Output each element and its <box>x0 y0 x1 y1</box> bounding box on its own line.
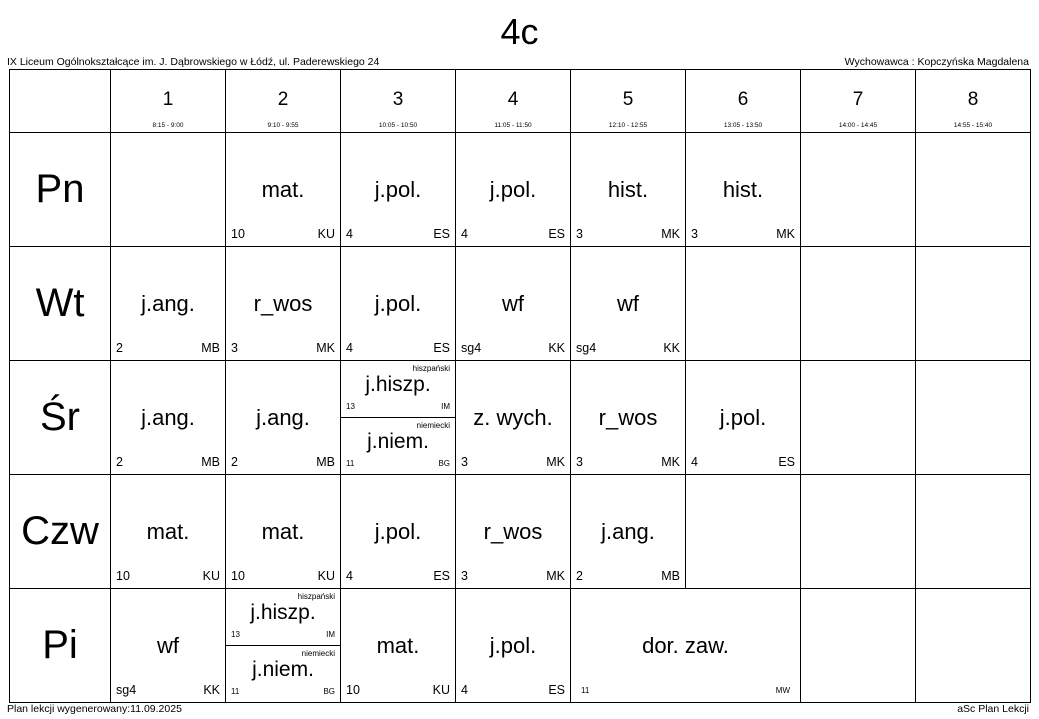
teacher-code: BG <box>438 459 450 468</box>
day-name: Wt <box>35 281 85 325</box>
lesson-cell <box>226 133 341 247</box>
lesson-cell <box>456 475 571 589</box>
lesson-cell <box>456 133 571 247</box>
empty-cell <box>801 133 916 247</box>
period-header <box>456 70 571 133</box>
group-name: niemiecki <box>301 649 335 658</box>
empty-cell <box>801 361 916 475</box>
teacher-code: ES <box>778 455 795 469</box>
room: 2 <box>576 569 583 583</box>
room: 3 <box>691 227 698 241</box>
lesson-cell <box>456 247 571 361</box>
empty-cell <box>801 475 916 589</box>
period-number: 4 <box>507 89 519 110</box>
subject: j.pol. <box>489 177 537 202</box>
period-number: 1 <box>162 89 174 110</box>
lesson-cell <box>226 475 341 589</box>
teacher-code: MB <box>201 455 220 469</box>
room: 3 <box>461 455 468 469</box>
teacher-code: MK <box>661 227 680 241</box>
day-name: Czw <box>21 509 99 553</box>
day-row <box>10 361 1031 475</box>
day-cell <box>10 475 111 589</box>
teacher-code: MK <box>316 341 335 355</box>
day-name: Pn <box>35 167 85 211</box>
room: 11 <box>581 686 590 695</box>
room: 2 <box>116 455 123 469</box>
room: 10 <box>231 227 245 241</box>
room: 13 <box>346 402 355 411</box>
lesson-cell <box>341 133 456 247</box>
period-number: 2 <box>277 89 289 110</box>
lesson-cell <box>226 247 341 361</box>
period-header-row <box>10 70 1031 133</box>
empty-cell <box>916 589 1031 703</box>
subject: j.pol. <box>374 291 422 316</box>
subject: wf <box>617 291 639 316</box>
empty-cell <box>686 475 801 589</box>
lesson-cell <box>341 247 456 361</box>
teacher-code: MB <box>316 455 335 469</box>
subject: mat. <box>376 633 420 658</box>
teacher-code: KK <box>663 341 680 355</box>
teacher-code: ES <box>548 683 565 697</box>
period-number: 8 <box>967 89 979 110</box>
generated-date: Plan lekcji wygenerowany:11.09.2025 <box>7 703 182 715</box>
lesson-cell <box>571 247 686 361</box>
subject: j.niem. <box>252 658 314 681</box>
room: 11 <box>346 459 355 468</box>
room: 2 <box>116 341 123 355</box>
room: 11 <box>231 687 240 696</box>
room: 4 <box>461 227 468 241</box>
lesson-cell <box>111 475 226 589</box>
period-number: 3 <box>392 89 404 110</box>
empty-cell <box>111 133 226 247</box>
period-number: 7 <box>852 89 864 110</box>
room: 4 <box>346 227 353 241</box>
lesson-cell <box>456 361 571 475</box>
room: 4 <box>691 455 698 469</box>
group-lesson <box>341 361 455 418</box>
empty-cell <box>801 589 916 703</box>
teacher-code: KU <box>432 683 450 697</box>
period-header <box>111 70 226 133</box>
split-lesson-cell <box>341 361 456 475</box>
lesson-cell <box>571 589 801 703</box>
subject: wf <box>157 633 179 658</box>
empty-cell <box>916 133 1031 247</box>
corner-cell <box>10 70 111 133</box>
teacher-code: MK <box>546 455 565 469</box>
room: 10 <box>116 569 130 583</box>
room: 3 <box>231 341 238 355</box>
period-time: 12:10 - 12:55 <box>608 122 648 129</box>
subject: j.hiszp. <box>250 601 316 624</box>
lesson-cell <box>226 361 341 475</box>
period-header <box>226 70 341 133</box>
teacher-code: IM <box>326 630 335 639</box>
period-header <box>916 70 1031 133</box>
lesson-cell <box>686 361 801 475</box>
group-name: niemiecki <box>416 421 450 430</box>
group-lesson <box>226 646 340 702</box>
day-name: Pi <box>42 623 78 667</box>
group-lesson <box>226 589 340 646</box>
day-cell <box>10 133 111 247</box>
teacher-code: KU <box>317 227 335 241</box>
room: 3 <box>461 569 468 583</box>
group-name: hiszpański <box>412 364 450 373</box>
subject: r_wos <box>253 291 313 316</box>
period-number: 6 <box>737 89 749 110</box>
period-header <box>801 70 916 133</box>
teacher-code: KU <box>202 569 220 583</box>
teacher-code: KK <box>203 683 220 697</box>
room: sg4 <box>461 341 482 355</box>
subject: j.pol. <box>489 633 537 658</box>
room: 3 <box>576 455 583 469</box>
room: 4 <box>346 341 353 355</box>
subject: mat. <box>261 519 305 544</box>
period-time: 14:00 - 14:45 <box>838 122 878 129</box>
teacher-code: ES <box>548 227 565 241</box>
timetable <box>9 69 1031 703</box>
teacher-code: MW <box>775 686 790 695</box>
lesson-cell <box>111 361 226 475</box>
lesson-cell <box>111 247 226 361</box>
period-time: 14:55 - 15:40 <box>953 122 993 129</box>
subject: hist. <box>607 177 649 202</box>
lesson-cell <box>571 361 686 475</box>
group-lesson <box>341 418 455 474</box>
room: 2 <box>231 455 238 469</box>
group-name: hiszpański <box>297 592 335 601</box>
subject: mat. <box>261 177 305 202</box>
lesson-cell <box>686 133 801 247</box>
subject: j.niem. <box>367 430 429 453</box>
school-name: IX Liceum Ogólnokształcące im. J. Dąbrowskiego w Łódź, ul. Paderewskiego 24 <box>7 56 380 68</box>
subject: j.ang. <box>256 405 310 430</box>
subject: wf <box>502 291 524 316</box>
teacher-code: MK <box>661 455 680 469</box>
subject: z. wych. <box>473 405 553 430</box>
lesson-cell <box>571 475 686 589</box>
subject: j.ang. <box>141 291 195 316</box>
period-header <box>571 70 686 133</box>
class-title: 4c <box>500 11 539 52</box>
homeroom-teacher: Wychowawca : Kopczyńska Magdalena <box>844 56 1029 68</box>
subject: j.pol. <box>374 519 422 544</box>
period-header <box>686 70 801 133</box>
period-time: 13:05 - 13:50 <box>723 122 763 129</box>
teacher-code: MB <box>201 341 220 355</box>
split-lesson-cell <box>226 589 341 703</box>
subject: j.ang. <box>601 519 655 544</box>
room: sg4 <box>116 683 137 697</box>
teacher-code: ES <box>433 227 450 241</box>
lesson-cell <box>341 589 456 703</box>
period-time: 10:05 - 10:50 <box>378 122 418 129</box>
room: 10 <box>231 569 245 583</box>
room: 3 <box>576 227 583 241</box>
lesson-cell <box>111 589 226 703</box>
teacher-code: MK <box>776 227 795 241</box>
day-cell <box>10 247 111 361</box>
subject: j.pol. <box>719 405 767 430</box>
day-row <box>10 247 1031 361</box>
room: 10 <box>346 683 360 697</box>
lesson-cell <box>341 475 456 589</box>
teacher-code: BG <box>323 687 335 696</box>
subject: j.hiszp. <box>365 373 431 396</box>
empty-cell <box>916 361 1031 475</box>
subject: j.ang. <box>141 405 195 430</box>
teacher-code: KK <box>548 341 565 355</box>
day-row <box>10 589 1031 703</box>
empty-cell <box>916 475 1031 589</box>
empty-cell <box>686 247 801 361</box>
room: 4 <box>461 683 468 697</box>
teacher-code: IM <box>441 402 450 411</box>
day-cell <box>10 361 111 475</box>
period-time: 11:05 - 11:50 <box>494 122 532 129</box>
day-row <box>10 475 1031 589</box>
subject: r_wos <box>483 519 543 544</box>
day-name: Śr <box>40 395 80 439</box>
room: 13 <box>231 630 240 639</box>
teacher-code: ES <box>433 569 450 583</box>
room: 4 <box>346 569 353 583</box>
subject: mat. <box>146 519 190 544</box>
subject: dor. zaw. <box>642 633 729 658</box>
day-row <box>10 133 1031 247</box>
app-credit: aSc Plan Lekcji <box>957 703 1029 715</box>
subject: hist. <box>722 177 764 202</box>
teacher-code: ES <box>433 341 450 355</box>
lesson-cell <box>456 589 571 703</box>
period-number: 5 <box>622 89 634 110</box>
room: sg4 <box>576 341 597 355</box>
teacher-code: MK <box>546 569 565 583</box>
period-time: 8:15 - 9:00 <box>152 122 184 129</box>
period-header <box>341 70 456 133</box>
teacher-code: MB <box>661 569 680 583</box>
lesson-cell <box>571 133 686 247</box>
subject: j.pol. <box>374 177 422 202</box>
empty-cell <box>916 247 1031 361</box>
teacher-code: KU <box>317 569 335 583</box>
period-time: 9:10 - 9:55 <box>267 122 299 129</box>
empty-cell <box>801 247 916 361</box>
subject: r_wos <box>598 405 658 430</box>
day-cell <box>10 589 111 703</box>
